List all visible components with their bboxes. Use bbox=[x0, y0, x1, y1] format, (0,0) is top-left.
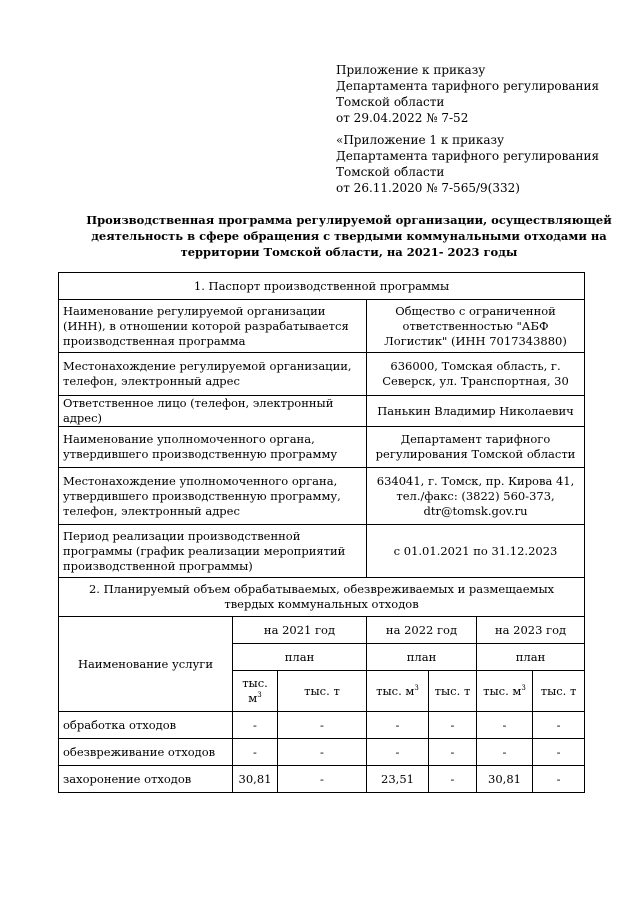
section-2-heading-row bbox=[59, 578, 585, 617]
passport-value: Панькин Владимир Николаевич bbox=[367, 396, 585, 427]
addendum-line: от 29.04.2022 № 7-52 bbox=[336, 111, 469, 125]
passport-label: Местонахождение регулируемой организации, телефон, электронный адрес bbox=[59, 353, 367, 396]
document-title bbox=[64, 212, 634, 260]
value-cell: - bbox=[278, 739, 367, 766]
value-cell: - bbox=[429, 712, 477, 739]
passport-label: Период реализации производственной программы (график реализации мероприятий производственной программы) bbox=[59, 525, 367, 578]
passport-row bbox=[59, 396, 585, 427]
year-header: на 2023 год bbox=[477, 617, 585, 644]
unit-t-header: тыс. т bbox=[429, 671, 477, 712]
passport-row bbox=[59, 468, 585, 525]
plan-header: план bbox=[367, 644, 477, 671]
value-cell: - bbox=[367, 739, 429, 766]
title-line: деятельность в сфере обращения с твердыми коммунальными отходами на bbox=[91, 229, 607, 243]
service-name: захоронение отходов bbox=[59, 766, 233, 793]
unit-m3-header bbox=[233, 671, 278, 712]
passport-label: Наименование уполномоченного органа, утвердившего производственную программу bbox=[59, 427, 367, 468]
value-cell: - bbox=[367, 712, 429, 739]
years-header-row bbox=[59, 617, 585, 644]
section-2-heading: 2. Планируемый объем обрабатываемых, обезвреживаемых и размещаемых твердых коммунальных отходов bbox=[59, 578, 585, 617]
unit-m3-sup: 3 bbox=[257, 691, 262, 700]
value-cell: 30,81 bbox=[477, 766, 533, 793]
value-cell: - bbox=[233, 712, 278, 739]
addendum-line: Приложение к приказу bbox=[336, 63, 486, 77]
value-cell: 23,51 bbox=[367, 766, 429, 793]
title-line: территории Томской области, на 2021- 2023 годы bbox=[180, 245, 518, 259]
value-cell: - bbox=[533, 712, 585, 739]
value-cell: 30,81 bbox=[233, 766, 278, 793]
service-name: обезвреживание отходов bbox=[59, 739, 233, 766]
production-program-table bbox=[58, 272, 585, 793]
unit-m3-sup: 3 bbox=[521, 683, 526, 692]
unit-m3-text: тыс. м bbox=[483, 683, 522, 698]
passport-row bbox=[59, 300, 585, 353]
unit-m3-sup: 3 bbox=[414, 683, 419, 692]
service-row bbox=[59, 766, 585, 793]
passport-row bbox=[59, 525, 585, 578]
passport-value: 634041, г. Томск, пр. Кирова 41, тел./факс: (3822) 560-373, dtr@tomsk.gov.ru bbox=[367, 468, 585, 525]
passport-value: Общество с ограниченной ответственностью "АБФ Логистик" (ИНН 7017343880) bbox=[367, 300, 585, 353]
unit-m3-text: тыс. м bbox=[242, 676, 268, 705]
addendum-line: от 26.11.2020 № 7-565/9(332) bbox=[336, 181, 520, 195]
addendum-current-order bbox=[336, 62, 599, 126]
value-cell: - bbox=[278, 712, 367, 739]
value-cell: - bbox=[233, 739, 278, 766]
value-cell: - bbox=[477, 712, 533, 739]
section-1-heading: 1. Паспорт производственной программы bbox=[59, 273, 585, 300]
unit-m3-header bbox=[477, 671, 533, 712]
unit-t-header: тыс. т bbox=[533, 671, 585, 712]
passport-label: Местонахождение уполномоченного органа, утвердившего производственную программу, телефон, электронный адрес bbox=[59, 468, 367, 525]
unit-m3-header bbox=[367, 671, 429, 712]
passport-label: Ответственное лицо (телефон, электронный адрес) bbox=[59, 396, 367, 427]
passport-row bbox=[59, 427, 585, 468]
value-cell: - bbox=[533, 739, 585, 766]
title-line: Производственная программа регулируемой организации, осуществляющей bbox=[86, 213, 612, 227]
unit-m3-text: тыс. м bbox=[376, 683, 415, 698]
value-cell: - bbox=[429, 766, 477, 793]
passport-row bbox=[59, 353, 585, 396]
service-name-header: Наименование услуги bbox=[59, 617, 233, 712]
passport-value: Департамент тарифного регулирования Томской области bbox=[367, 427, 585, 468]
unit-t-header: тыс. т bbox=[278, 671, 367, 712]
passport-value: с 01.01.2021 по 31.12.2023 bbox=[367, 525, 585, 578]
year-header: на 2021 год bbox=[233, 617, 367, 644]
addendum-original-order bbox=[336, 132, 599, 196]
section-1-heading-row bbox=[59, 273, 585, 300]
addendum-line: Томской области bbox=[336, 165, 445, 179]
service-name: обработка отходов bbox=[59, 712, 233, 739]
service-row bbox=[59, 712, 585, 739]
service-row bbox=[59, 739, 585, 766]
value-cell: - bbox=[278, 766, 367, 793]
plan-header: план bbox=[477, 644, 585, 671]
plan-header: план bbox=[233, 644, 367, 671]
passport-value: 636000, Томская область, г. Северск, ул. Транспортная, 30 bbox=[367, 353, 585, 396]
value-cell: - bbox=[429, 739, 477, 766]
addendum-line: Департамента тарифного регулирования bbox=[336, 149, 600, 163]
addendum-line: «Приложение 1 к приказу bbox=[336, 133, 505, 147]
addendum-line: Томской области bbox=[336, 95, 445, 109]
addendum-line: Департамента тарифного регулирования bbox=[336, 79, 600, 93]
year-header: на 2022 год bbox=[367, 617, 477, 644]
value-cell: - bbox=[477, 739, 533, 766]
value-cell: - bbox=[533, 766, 585, 793]
passport-label: Наименование регулируемой организации (ИНН), в отношении которой разрабатывается производственная программа bbox=[59, 300, 367, 353]
